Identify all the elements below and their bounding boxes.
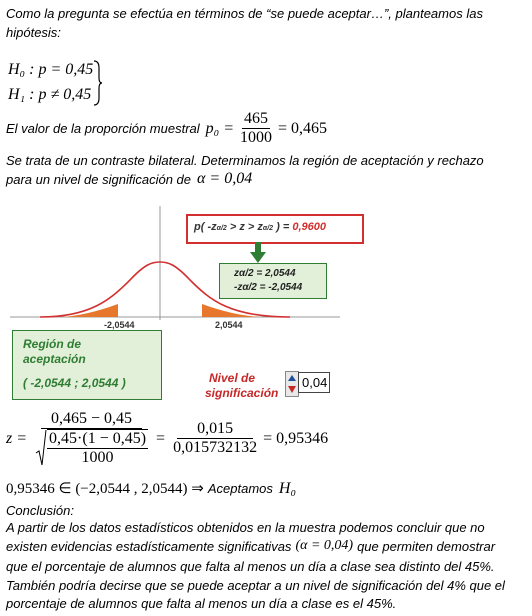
hypothesis-h1: H₁ : p ≠ 0,45 [8, 86, 92, 103]
intro-line-1: Como la pregunta se efectúa en términos de “se puede aceptar…”, planteamos las [6, 6, 483, 21]
region-title-2: aceptación [23, 352, 86, 366]
conclusion-line-5: porcentaje de alumnos que falta al menos un día a clase es el 45%. [6, 596, 397, 611]
z-den-inner-num: 0,45·(1 − 0,45) [49, 430, 147, 447]
tick-left: -2,0544 [104, 320, 135, 330]
z-num-1: 0,465 − 0,45 [41, 410, 142, 429]
bilateral-line-1: Se trata de un contraste bilateral. Determinamos la región de aceptación y rechazo [6, 153, 484, 168]
conclusion-title: Conclusión: [6, 503, 74, 518]
alpha-input[interactable]: 0,04 [298, 372, 330, 393]
region-interval: ( -2,0544 ; 2,0544 ) [23, 376, 126, 390]
acceptance-region-box [12, 330, 162, 400]
hypothesis-h0: H₀ : p = 0,45 [8, 61, 94, 78]
prob-sub-1: α/2 [216, 225, 227, 232]
z-fraction-2 [171, 420, 259, 457]
conclusion-alpha: (α = 0,04) [295, 538, 354, 553]
prob-left: p( -z [194, 221, 217, 233]
z-eq: = [156, 429, 166, 447]
conclusion-line-3: que el porcentaje de alumnos que falta al menos un día a clase sea distinto del 45%. [6, 559, 495, 574]
z-formula [6, 410, 328, 467]
sqrt-icon [35, 429, 47, 467]
decision-accept: Aceptamos [207, 481, 273, 496]
prob-value: 0,9600 [292, 221, 326, 233]
region-title-1: Región de [23, 337, 82, 351]
conclusion-line-2 [6, 538, 495, 554]
decision-row [6, 479, 296, 498]
conclusion-line-4: También podría decirse que se puede aceptar a un nivel de significación del 4% que el [6, 578, 505, 593]
alpha-spinner[interactable] [285, 371, 299, 397]
z-negative: -zα/2 = -2,0544 [234, 282, 303, 293]
proportion-result: = 0,465 [278, 119, 328, 137]
z-num-2: 0,015 [177, 420, 253, 439]
intro-line-2: hipótesis: [6, 25, 61, 40]
probability-box [186, 214, 364, 244]
z-result: = 0,95346 [263, 429, 329, 447]
prob-mid: > z > z [226, 221, 263, 233]
alpha-value: α = 0,04 [197, 170, 253, 187]
conclusion-line-2c: que permiten demostrar [357, 538, 496, 554]
proportion-denominator: 1000 [240, 129, 273, 146]
z-values-box [219, 263, 327, 299]
proportion-text: El valor de la proporción muestral [6, 121, 200, 136]
nivel-label-2: significación [205, 386, 279, 400]
conclusion-line-1: A partir de los datos estadísticos obtenidos en la muestra podemos concluir que no [6, 520, 485, 535]
spinner-arrows-icon[interactable] [286, 372, 298, 396]
conclusion-line-2a: existen evidencias estadísticamente significativas [6, 538, 292, 554]
prob-sub-2: α/2 [262, 225, 274, 232]
proportion-row [6, 110, 327, 147]
tick-right: 2,0544 [215, 320, 243, 330]
bilateral-line-2: para un nivel de significación de [6, 171, 192, 187]
proportion-symbol: p₀ = [205, 119, 235, 137]
probability-text [194, 221, 326, 233]
z-den-2: 0,015732132 [173, 439, 258, 456]
nivel-label-1: Nivel de [209, 371, 256, 385]
z-positive: zα/2 = 2,0544 [234, 268, 296, 279]
decision-text: 0,95346 ∈ (−2,0544 , 2,0544) ⇒ [6, 481, 204, 497]
z-fraction-1 [33, 410, 150, 467]
bilateral-line-2-row [6, 170, 252, 188]
proportion-fraction [238, 110, 274, 147]
z-den-inner-den: 1000 [81, 449, 114, 466]
z-den-1 [33, 429, 150, 467]
right-tail-area [202, 304, 262, 317]
arrow-down-icon [249, 242, 267, 264]
prob-eq: ) = [273, 221, 293, 233]
hypotheses-brace [93, 60, 103, 106]
proportion-numerator: 465 [244, 110, 269, 127]
decision-h0: H₀ [278, 479, 297, 497]
z-symbol: z = [6, 429, 28, 447]
